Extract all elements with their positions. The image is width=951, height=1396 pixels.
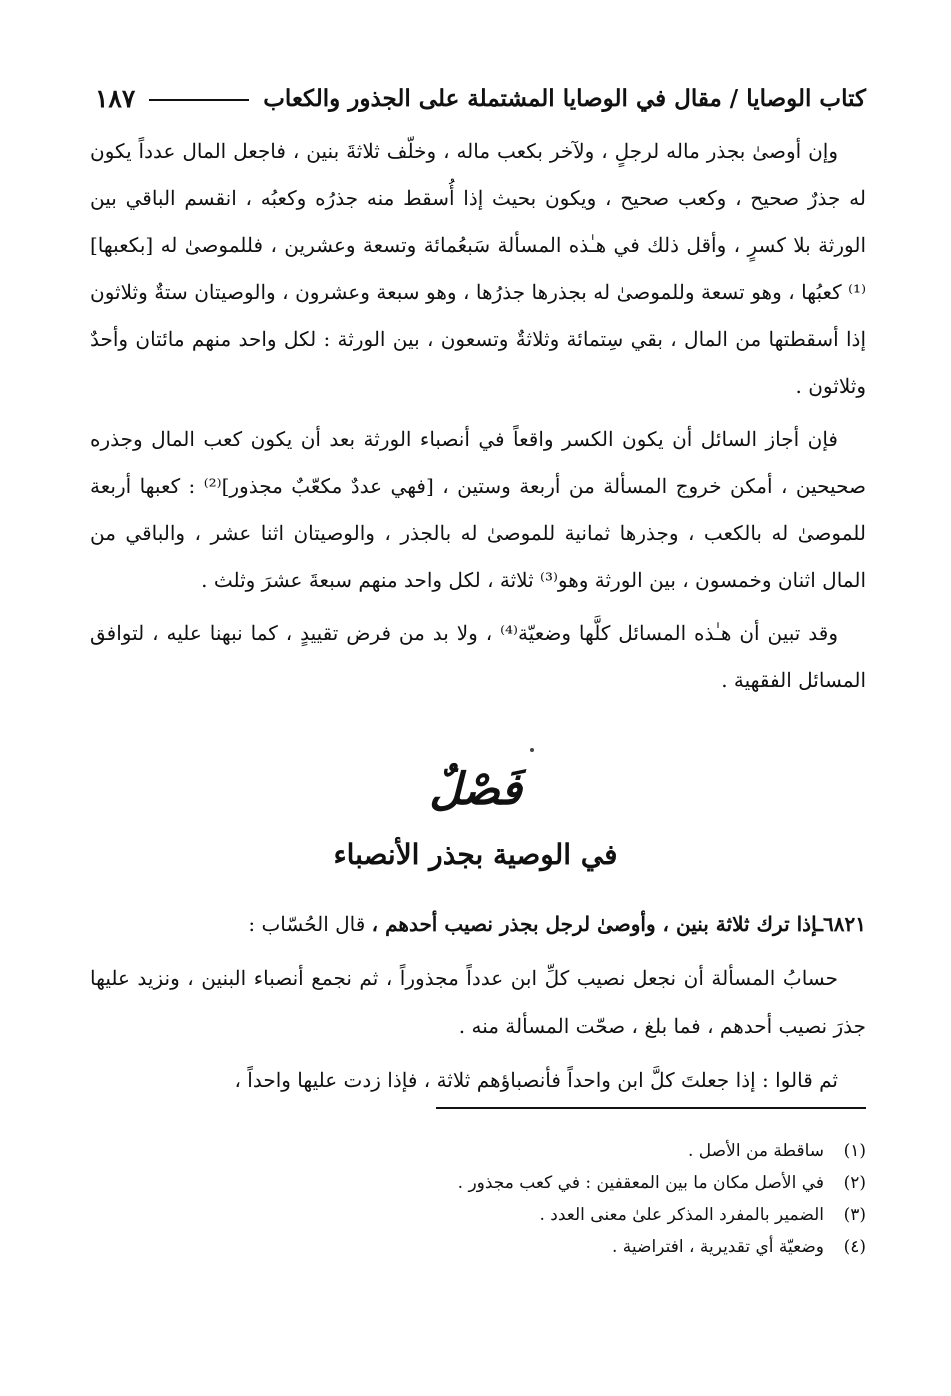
footnote-number: (١) bbox=[843, 1141, 866, 1161]
fasl-ornament: فَصْلٌ bbox=[429, 764, 522, 815]
header-rule bbox=[149, 99, 249, 101]
header-title: كتاب الوصايا / مقال في الوصايا المشتملة على الجذور والكعاب bbox=[263, 84, 866, 112]
section-title: في الوصية بجذر الأنصباء bbox=[333, 838, 618, 871]
section-text bbox=[90, 900, 866, 1104]
footnotes bbox=[90, 1135, 866, 1263]
paragraph-3: وقد تبين أن هـٰذه المسائل كلَّها وضعيّة⁽⁴⁾ ، ولا بد من فرض تقييدٍ ، كما نبهنا عليه ، لتوافق المسائل الفقهية . bbox=[90, 621, 866, 692]
footnote-text: في الأصل مكان ما بين المعقفين : في كعب مجذور . bbox=[457, 1173, 824, 1193]
footnote bbox=[90, 1231, 866, 1263]
footnote-number: (٢) bbox=[843, 1173, 866, 1193]
issue-number: ٦٨٢١ـ bbox=[817, 912, 866, 936]
main-text bbox=[90, 128, 866, 704]
footnote-number: (٤) bbox=[843, 1237, 866, 1257]
paragraph-5: ثم قالوا : إذا جعلتَ كلَّ ابن واحداً فأنصباؤهم ثلاثة ، فإذا زدت عليها واحداً ، bbox=[234, 1068, 838, 1092]
footnote-text: الضمير بالمفرد المذكر علىٰ معنى العدد . bbox=[539, 1205, 824, 1225]
footnote-text: وضعيّة أي تقديرية ، افتراضية . bbox=[611, 1237, 824, 1257]
footnote-text: ساقطة من الأصل . bbox=[688, 1141, 824, 1161]
footnote bbox=[90, 1199, 866, 1231]
paragraph-2: فإن أجاز السائل أن يكون الكسر واقعاً في أنصباء الورثة بعد أن يكون كعب المال وجذره صحيحين ، أمكن خروج المسألة من أربعة وستين ، [فهي عددٌ مكعّبٌ مجذور]⁽²⁾ : كعبها أربعة للموصىٰ له بالكعب ، وجذرها ثمانية للموصىٰ له بالجذر ، والوصيتان اثنا عشر ، والباقي من المال اثنان وخمسون ، بين الورثة وهو⁽³⁾ ثلاثة ، لكل واحد منهم سبعةَ عشرَ وثلث . bbox=[90, 427, 866, 592]
issue-rest: قال الحُسّاب : bbox=[248, 912, 372, 936]
footnote-rule bbox=[436, 1107, 866, 1109]
footnote-number: (٣) bbox=[843, 1205, 866, 1225]
paragraph-4: حسابُ المسألة أن نجعل نصيب كلِّ ابن عدداً مجذوراً ، ثم نجمع أنصباء البنين ، ونزيد عليها جذرَ نصيب أحدهم ، فما بلغ ، صحّت المسألة منه . bbox=[90, 966, 866, 1038]
footnote bbox=[90, 1167, 866, 1199]
paragraph-1: وإن أوصىٰ بجذر ماله لرجلٍ ، ولآخر بكعب ماله ، وخلّف ثلاثةَ بنين ، فاجعل المال عدداً يكون له جذرٌ صحيح ، وكعب صحيح ، ويكون بحيث إذا أُسقط منه جذرُه وكعبُه ، انقسم الباقي بين الورثة بلا كسرٍ ، وأقل ذلك في هـٰذه المسألة سَبعُمائة وتسعة وعشرين ، فللموصىٰ له [بكعبها]⁽¹⁾ كعبُها ، وهو تسعة وللموصىٰ له بجذرها جذرُها ، وهو سبعة وعشرون ، والوصيتان ستةٌ وثلاثون إذا أسقطتها من المال ، بقي سِتمائة وثلاثةٌ وتسعون ، بين الورثة : لكل واحد منهم مائتان وأحدٌ وثلاثون . bbox=[90, 139, 866, 398]
page-number: ١٨٧ bbox=[95, 83, 136, 113]
issue-heading: إذا ترك ثلاثة بنين ، وأوصىٰ لرجل بجذر نصيب أحدهم ، bbox=[371, 912, 818, 936]
stray-dot bbox=[530, 748, 534, 752]
footnote bbox=[90, 1135, 866, 1167]
running-header bbox=[95, 78, 866, 118]
issue-paragraph bbox=[90, 900, 866, 948]
